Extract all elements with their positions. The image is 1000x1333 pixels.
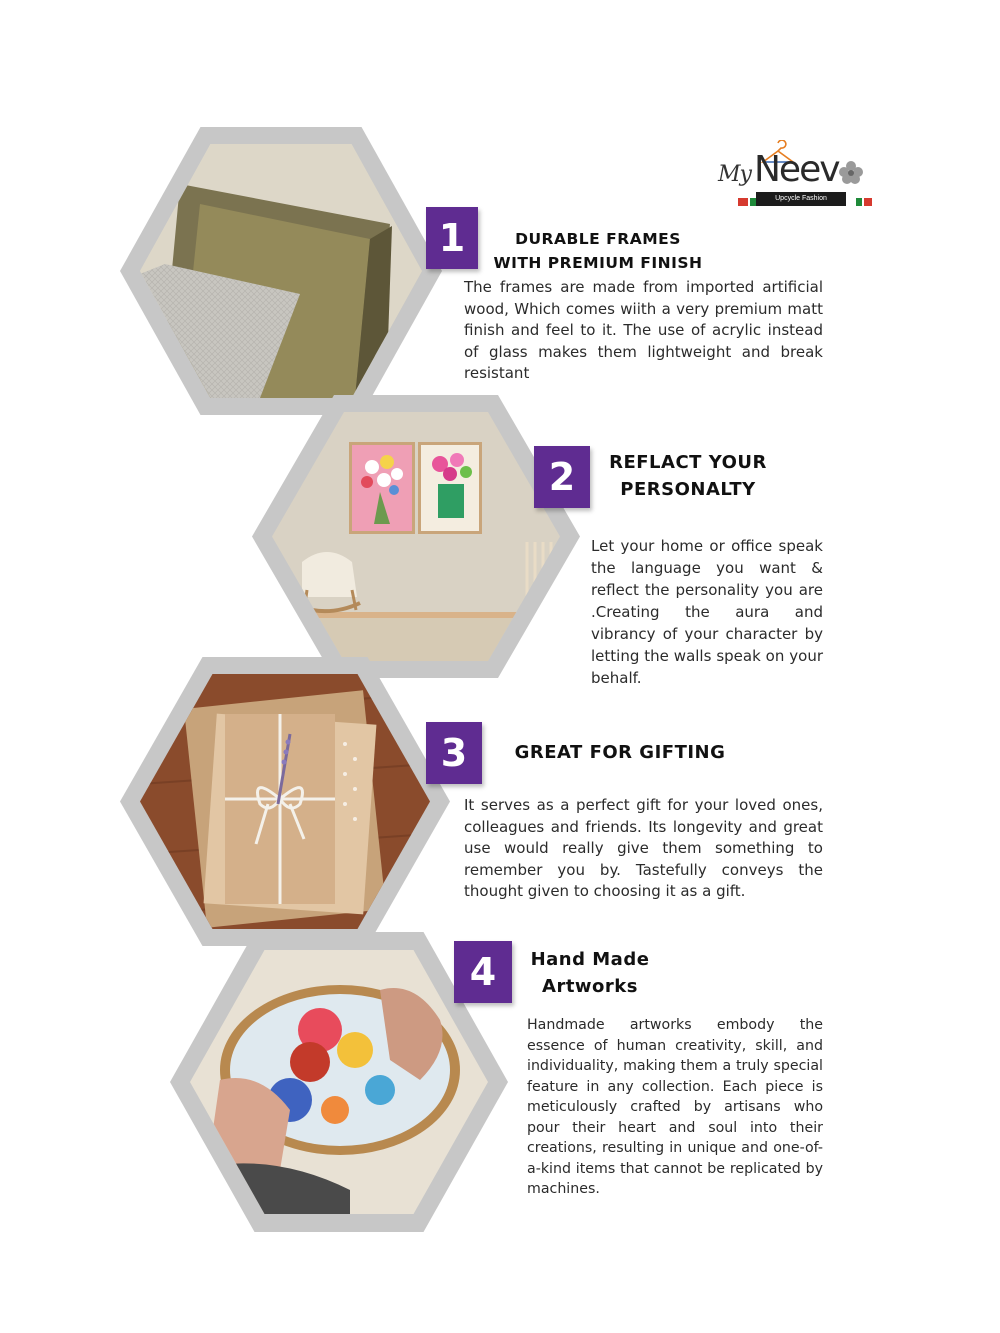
feature-3-title-line1: GREAT FOR GIFTING [514,742,726,763]
feature-3-body: It serves as a perfect gift for your loved ones, colleagues and friends. Its longevity and great use would really give them something to remember you by. Tastefully conveys the thought given to choosing it as a gift. [464,796,823,900]
frame-corner-photo [140,144,422,398]
wrapped-gift-photo [140,674,430,929]
brand-logo [716,140,868,212]
feature-4-body: Handmade artworks embody the essence of human creativity, skill, and individuality, making them a truly special feature in any collection. Each piece is meticulously crafted by artisans who pour their heart and soul into their creations, resulting in unique and one-of-a-kind items that cannot be replicated by machines. [527,1017,823,1197]
feature-4-number-badge: 4 [454,941,512,1003]
logo-script: My [718,162,751,187]
feature-4-title-line1: Hand Made [530,949,650,970]
flower-icon [838,160,864,186]
feature-2-hex-frame [252,395,580,678]
feature-1-title-line1: DURABLE FRAMES [515,230,681,248]
logo-word: Neev [754,149,839,190]
feature-2-body: Let your home or office speak the language you want & reflect the personality you are .Creating the aura and vibrancy of your character by letting the walls speak on your behalf. [591,537,823,687]
feature-2-number-badge: 2 [534,446,590,508]
feature-1-hex-frame [120,127,442,415]
feature-3-hex-frame [120,657,450,946]
feature-1-body: The frames are made from imported artificial wood, Which comes wiith a very premium matt finish and feel to it. The use of acrylic instead of glass makes them lightweight and break resistant [464,278,823,382]
embroidery-hoop-photo [190,950,488,1214]
room-with-flower-frames-photo [272,412,560,661]
feature-2-title-line2: PERSONALTY [620,479,756,500]
logo-tagline: Upcycle Fashion [756,192,846,206]
feature-4-title-line2: Artworks [542,976,638,997]
feature-1-title-line2: WITH PREMIUM FINISH [493,254,703,272]
feature-2-title-line1: REFLACT YOUR [609,452,767,473]
feature-1-number-badge: 1 [426,207,478,269]
feature-3-number-badge: 3 [426,722,482,784]
